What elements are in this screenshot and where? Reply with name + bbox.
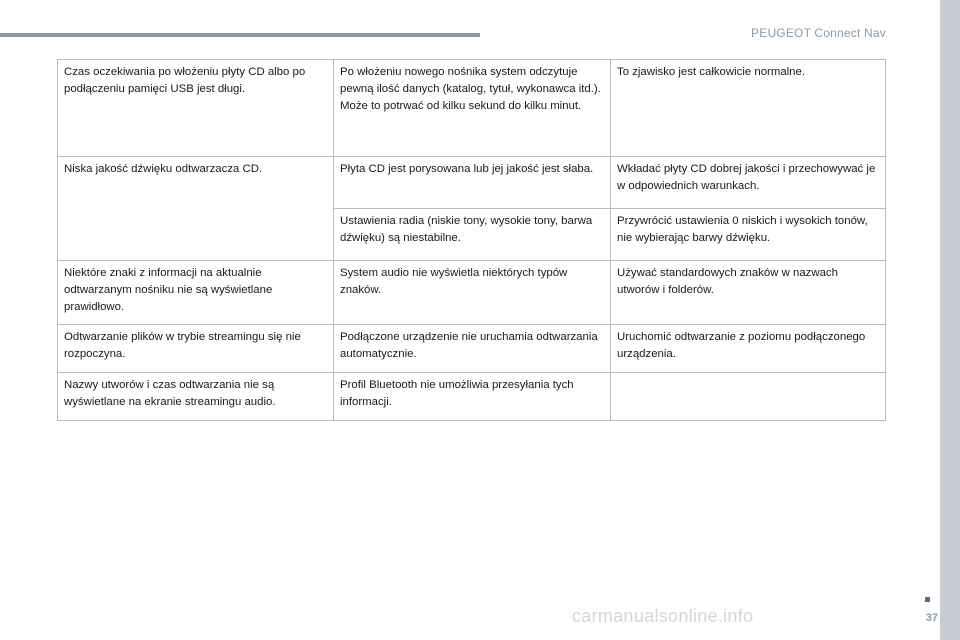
problem-cell: Nazwy utworów i czas odtwarzania nie są wyświetlane na ekranie streamingu audio. [58, 373, 334, 421]
solution-cell: Przywrócić ustawienia 0 niskich i wysokich tonów, nie wybierając barwy dźwięku. [611, 209, 886, 261]
cause-cell: Po włożeniu nowego nośnika system odczytuje pewną ilość danych (katalog, tytuł, wykonawca itd.). Może to potrwać od kilku sekund do kilku minut. [334, 60, 611, 157]
cause-cell: System audio nie wyświetla niektórych typów znaków. [334, 261, 611, 325]
solution-cell [611, 373, 886, 421]
table-row [58, 373, 886, 421]
cause-cell: Profil Bluetooth nie umożliwia przesyłania tych informacji. [334, 373, 611, 421]
problem-cell: Niska jakość dźwięku odtwarzacza CD. [58, 157, 334, 261]
troubleshooting-table [57, 59, 886, 421]
table-row [58, 157, 886, 209]
page-marker [925, 597, 930, 602]
side-strip [940, 0, 960, 640]
cause-cell: Płyta CD jest porysowana lub jej jakość jest słaba. [334, 157, 611, 209]
header-bar [0, 33, 480, 37]
solution-cell: Uruchomić odtwarzanie z poziomu podłączonego urządzenia. [611, 325, 886, 373]
problem-cell: Odtwarzanie plików w trybie streamingu się nie rozpoczyna. [58, 325, 334, 373]
solution-cell: Wkładać płyty CD dobrej jakości i przechowywać je w odpowiednich warunkach. [611, 157, 886, 209]
table-row [58, 60, 886, 157]
page-header-title: PEUGEOT Connect Nav [751, 26, 886, 40]
page-number: 37 [925, 612, 938, 624]
table-row [58, 325, 886, 373]
watermark: carmanualsonline.info [572, 606, 754, 626]
cause-cell: Ustawienia radia (niskie tony, wysokie tony, barwa dźwięku) są niestabilne. [334, 209, 611, 261]
problem-cell: Niektóre znaki z informacji na aktualnie odtwarzanym nośniku nie są wyświetlane prawidłowo. [58, 261, 334, 325]
table-row [58, 261, 886, 325]
solution-cell: Używać standardowych znaków w nazwach utworów i folderów. [611, 261, 886, 325]
problem-cell: Czas oczekiwania po włożeniu płyty CD albo po podłączeniu pamięci USB jest długi. [58, 60, 334, 157]
cause-cell: Podłączone urządzenie nie uruchamia odtwarzania automatycznie. [334, 325, 611, 373]
solution-cell: To zjawisko jest całkowicie normalne. [611, 60, 886, 157]
